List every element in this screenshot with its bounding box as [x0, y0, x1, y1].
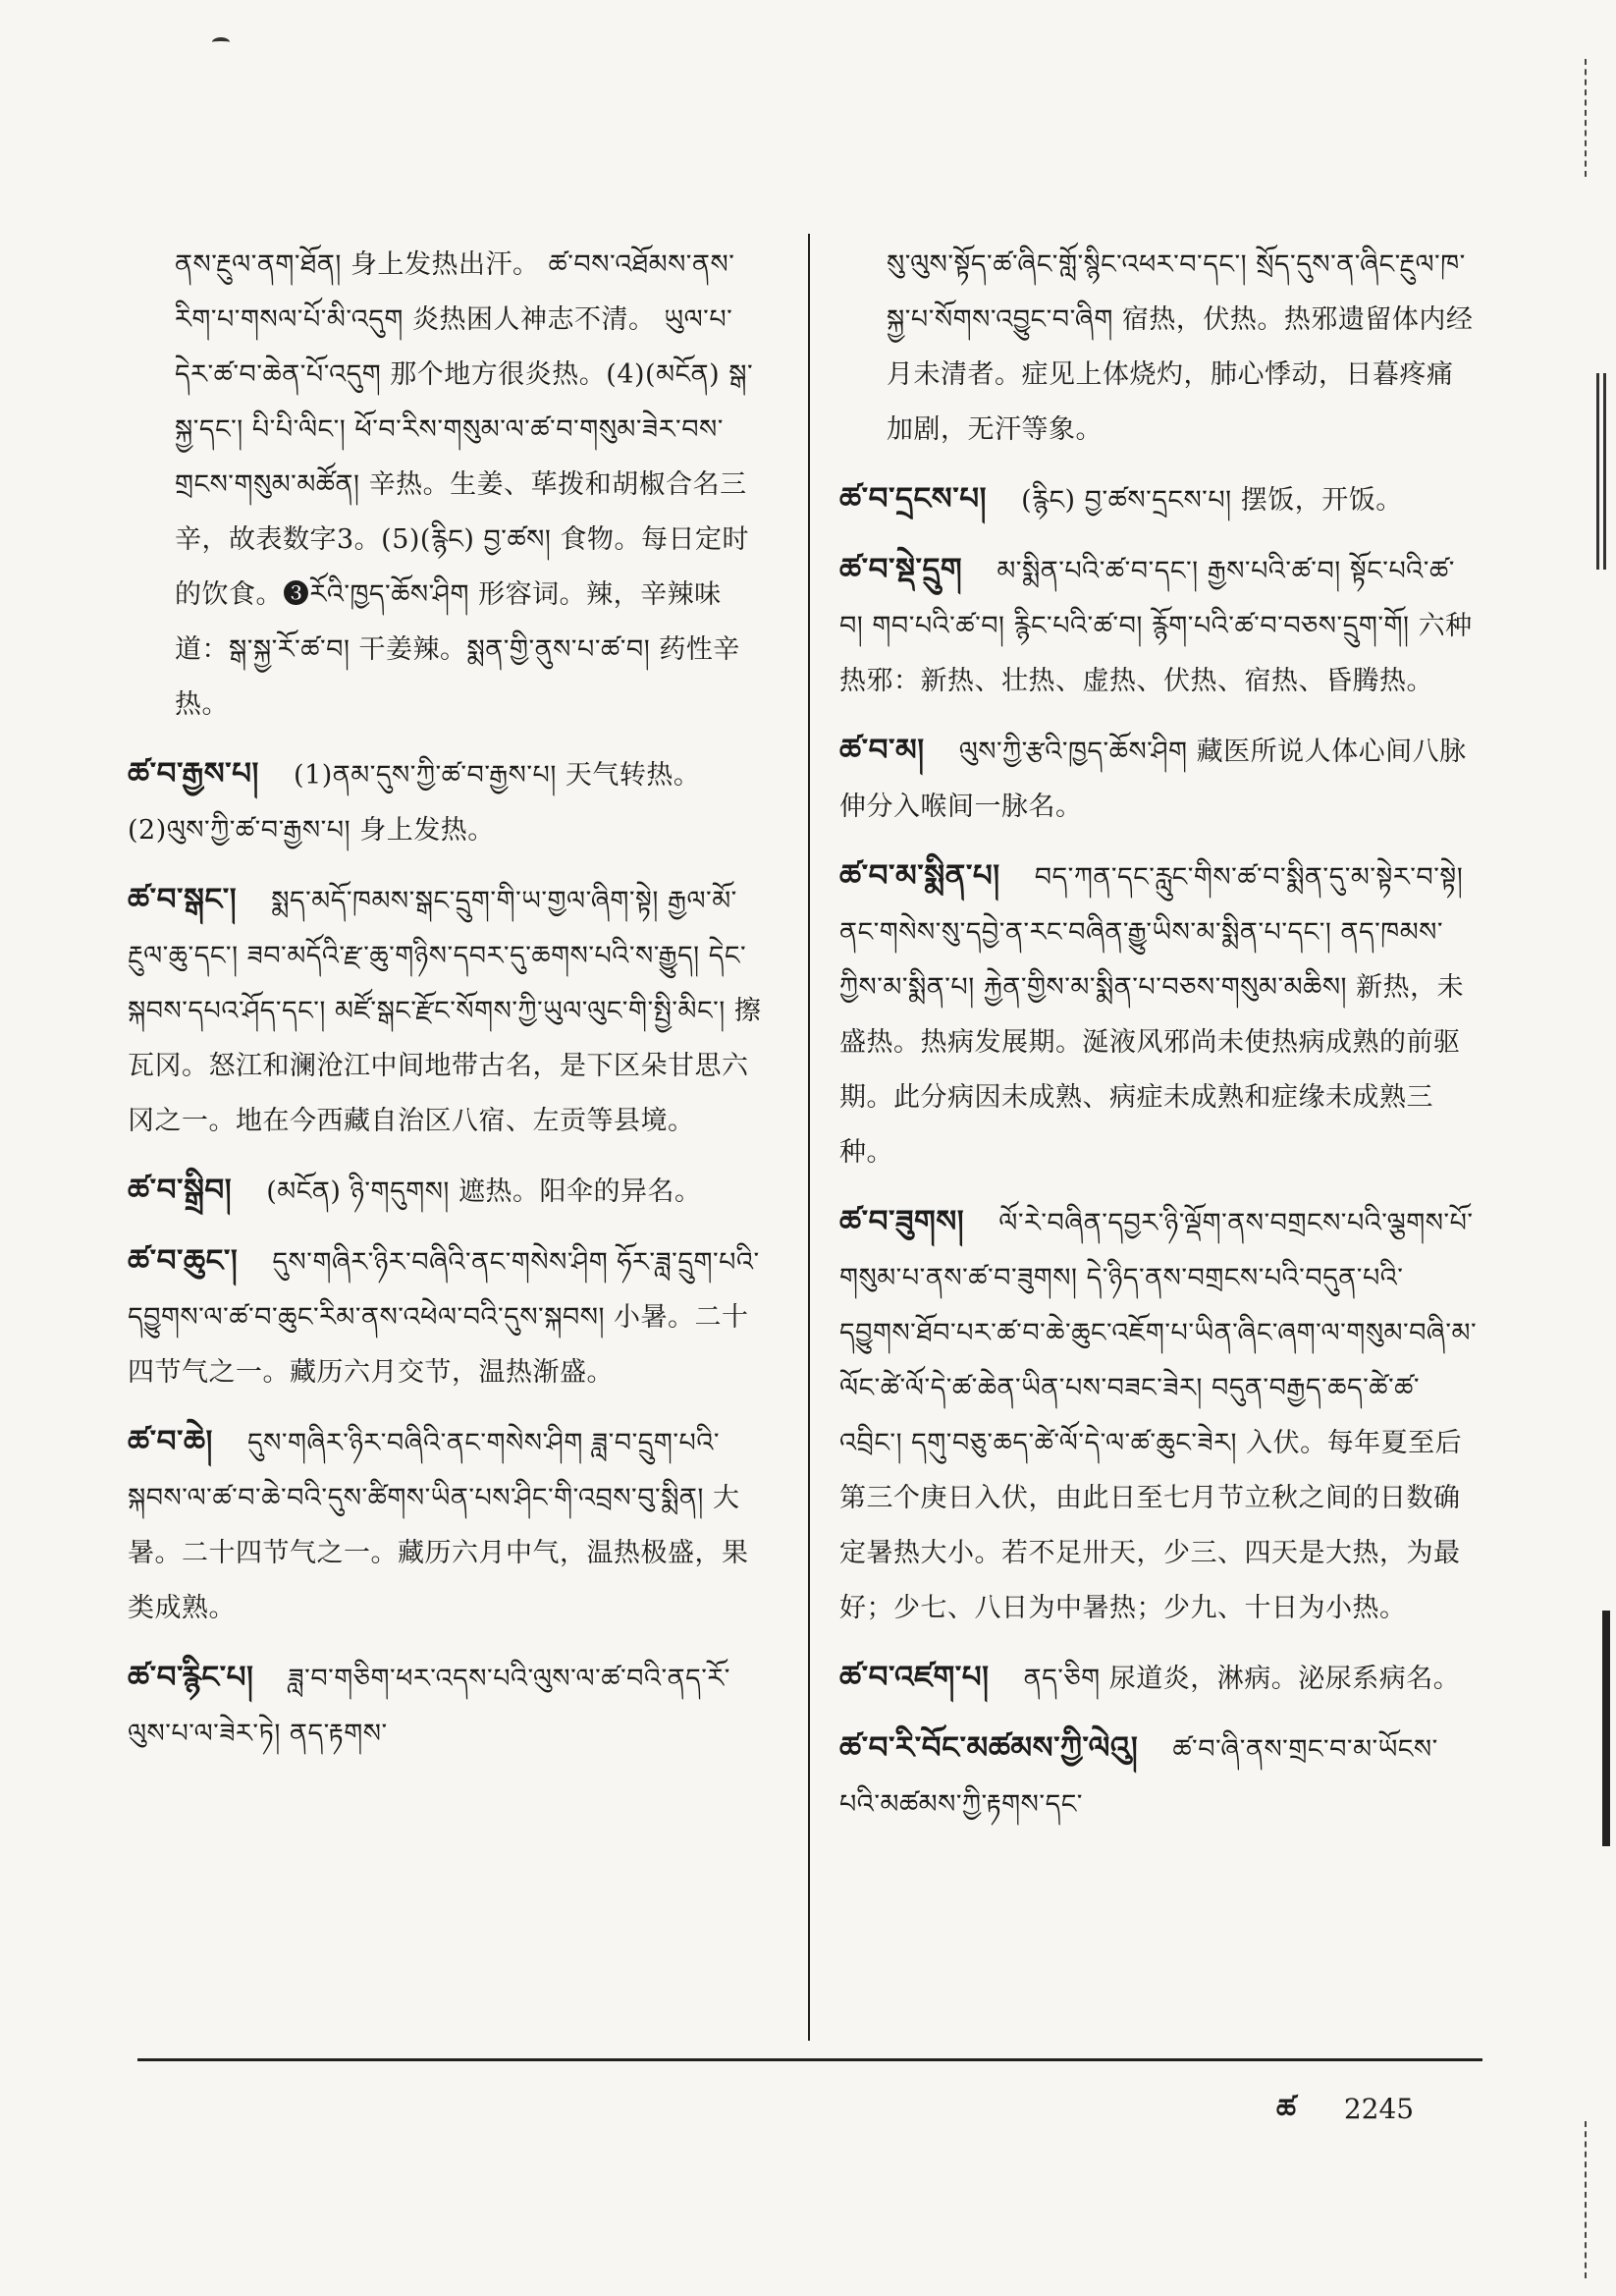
entry [839, 848, 1478, 1180]
entry-definition: དུས་གཞིར་ཉིར་བཞིའི་ནང་གསེས་ཤིག ཧོར་ཟླ་དྲུག་པའི་དབྱུགས་ལ་ཚ་བ་ཆུང་རིམ་ནས་འཕེལ་བའི་དུས་སྐབས། 小暑。二十四节气之一。藏历六月交节，温热渐盛。 [128, 1247, 760, 1388]
entry [839, 1650, 1478, 1707]
section-letter: ཚ [1276, 2093, 1296, 2125]
scan-edge-mark [1585, 59, 1616, 177]
entry-headword: ཚ་བ་འཛག་པ། [839, 1660, 990, 1695]
entry [128, 238, 766, 733]
entry-headword: ཚ་བ་སྒྲིབ། [128, 1173, 233, 1208]
entry-headword: ཚ་བ་མ་སྨིན་པ། [839, 858, 1000, 894]
entry-definition: (རྙིང) བྱ་ཚས་དྲངས་པ། 摆饭，开饭。 [1021, 485, 1403, 516]
entry-definition: བད་ཀན་དང་རླུང་གིས་ཚ་བ་སྨིན་དུ་མ་སྟེར་བ་སྟེ། ནང་གསེས་སུ་དབྱེ་ན་རང་བཞིན་རྒྱུ་ཡིས་མ་སྨིན་པ་དང་། ནད་ཁམས་ཀྱིས་མ་སྨིན་པ། རྐྱེན་གྱིས་མ་སྨིན་པ་བཅས་གསུམ་མཆིས། 新热，未盛热。热病发展期。涎液风邪尚未使热病成熟的前驱期。此分病因未成熟、病症未成熟和症缘未成熟三种。 [839, 862, 1465, 1168]
entry-headword: ཚ་བ་རྒྱས་པ། [128, 756, 259, 792]
entry-headword: ཚ་བ་ཆུང་། [128, 1243, 239, 1279]
left-column [128, 238, 766, 1776]
entry-definition: (མངོན) ཉི་གདུགས། 遮热。阳伞的异名。 [266, 1176, 702, 1207]
footer-rule [137, 2058, 1482, 2061]
scan-edge-mark [1596, 373, 1612, 570]
entry [128, 1163, 766, 1220]
right-column [839, 238, 1478, 1846]
entry-headword: ཚ་བ་ཟུགས། [839, 1204, 965, 1239]
entry-headword: ཚ་བ་རྙིང་པ། [128, 1660, 254, 1695]
entry-definition: དུས་གཞིར་ཉིར་བཞིའི་ནང་གསེས་ཤིག ཟླ་བ་དྲུག་པའི་སྐབས་ལ་ཚ་བ་ཆེ་བའི་དུས་ཚིགས་ཡིན་པས་ཤིང་གི་འབྲས་བུ་སྨིན། 大暑。二十四节气之一。藏历六月中气，温热极盛，果类成熟。 [128, 1428, 749, 1623]
entry [128, 872, 766, 1149]
scan-edge-mark [1585, 2121, 1616, 2278]
entry [128, 1414, 766, 1636]
entry-headword: ཚ་བ་རི་བོང་མཚམས་ཀྱི་ལེའུ། [839, 1730, 1139, 1766]
entry [128, 1233, 766, 1400]
entry-definition: ཚ་བ་ཞི་ནས་གྲང་བ་མ་ཡོངས་པའི་མཚམས་ཀྱི་རྟགས་དང་ [839, 1734, 1438, 1820]
entry [839, 723, 1478, 835]
entry [839, 1721, 1478, 1832]
entry [128, 1650, 766, 1762]
entry [839, 1194, 1478, 1636]
page-number: 2245 [1343, 2093, 1415, 2125]
scan-edge-mark [1602, 1611, 1614, 1846]
entry-definition: (1)ནམ་དུས་ཀྱི་ཚ་བ་རྒྱས་པ། 天气转热。(2)ལུས་ཀྱི་ཚ་བ་རྒྱས་པ། 身上发热。 [128, 760, 701, 846]
entry-headword: ཚ་བ་དྲངས་པ། [839, 481, 987, 517]
entry-definition: ལུས་ཀྱི་རྩའི་ཁྱད་ཆོས་ཤིག 藏医所说人体心间八脉伸分入喉间一脉名。 [839, 737, 1467, 822]
entry-definition: ནས་རྔུལ་ནག་ཐོན། 身上发热出汗。 ཚ་བས་འཐོམས་ནས་རིག་པ་གསལ་པོ་མི་འདུག 炎热困人神志不清。 ཡུལ་པ་དེར་ཚ་བ་ཆེན་པོ་འདུག 那个地方很炎热。(4)(མངོན) སྒ་སྐྱ་དང་། པི་པི་ལིང་། ཕོ་བ་རིས་གསུམ་ལ་ཚ་བ་གསུམ་ཟེར་བས་གྲངས་གསུམ་མཚོན། 辛热。生姜、荜拨和胡椒合名三辛，故表数字3。(5)(རྙིང) བྱ་ཚས། 食物。每日定时的饮食。❸རོའི་ཁྱད་ཆོས་ཤིག 形容词。辣，辛辣味道：སྒ་སྐྱ་རོ་ཚ་བ། 干姜辣。སྨན་གྱི་ནུས་པ་ཚ་བ། 药性辛热。 [175, 249, 754, 720]
entry [839, 542, 1478, 709]
entry-definition: སུ་ལུས་སྟོད་ཚ་ཞིང་གློ་སྙིང་འཕར་བ་དང་། སྲོད་དུས་ན་ཞིང་རྔུལ་ཁ་སྐྱ་པ་སོགས་འབྱུང་བ་ཞིག 宿热，伏热。热邪遗留体内经月未清者。症见上体烧灼，肺心悸动，日暮疼痛加剧，无汗等象。 [887, 249, 1474, 445]
entry-definition: མ་སྨིན་པའི་ཚ་བ་དང་། རྒྱས་པའི་ཚ་བ། སྟོང་པའི་ཚ་བ། གབ་པའི་ཚ་བ། རྙིང་པའི་ཚ་བ། རྙོག་པའི་ཚ་བ་བཅས་དྲུག་གོ། 六种热邪：新热、壮热、虚热、伏热、宿热、昏腾热。 [839, 556, 1473, 696]
entry-definition: སྨད་མདོ་ཁམས་སྒང་དྲུག་གི་ཡ་གྱལ་ཞིག་སྟེ། རྒྱལ་མོ་རྔུལ་ཆུ་དང་། ཟབ་མདོའི་རྫ་ཆུ་གཉིས་དབར་དུ་ཆགས་པའི་ས་རྒྱུད། དེང་སྐབས་དཔའ་ཤོད་དང་། མཛོ་སྒང་རྫོང་སོགས་ཀྱི་ཡུལ་ལུང་གི་སྤྱི་མིང་། 擦瓦冈。怒江和澜沧江中间地带古名，是下区朵甘思六冈之一。地在今西藏自治区八宿、左贡等县境。 [128, 886, 762, 1136]
print-mark [212, 37, 230, 47]
entry-definition: ཟླ་བ་གཅིག་ཕར་འདས་པའི་ལུས་ལ་ཚ་བའི་ནད་རོ་ལུས་པ་ལ་ཟེར་ཏེ། ནད་རྟགས་ [128, 1664, 730, 1749]
entry-headword: ཚ་བ་ཆེ། [128, 1424, 213, 1459]
entry [839, 471, 1478, 528]
entry-headword: ཚ་བ་སྡེ་དྲུག [839, 552, 963, 587]
entry [839, 238, 1478, 458]
page-footer [1276, 2078, 1414, 2156]
entry-headword: ཚ་བ་མ། [839, 733, 925, 768]
entry-definition: ནད་ཅིག 尿道炎，淋病。泌尿系病名。 [1023, 1664, 1461, 1694]
entry-headword: ཚ་བ་སྒང་། [128, 882, 238, 917]
entry-definition: ལོ་རེ་བཞིན་དབྱར་ཉི་ལྡོག་ནས་བགྲངས་པའི་ལྕགས་པོ་གསུམ་པ་ནས་ཚ་བ་ཟུགས། དེ་ཉིད་ནས་བགྲངས་པའི་བདུན་པའི་དབྱུགས་ཐོབ་པར་ཚ་བ་ཆེ་ཆུང་འཇོག་པ་ཡིན་ཞིང་ཞག་ལ་གསུམ་བཞི་མ་ལོང་ཚེ་ལོ་དེ་ཚ་ཆེན་ཡིན་པས་བཟང་ཟེར། བདུན་བརྒྱད་ཆད་ཚེ་ཚ་འབྲིང་། དགུ་བཅུ་ཆད་ཚེ་ལོ་དེ་ལ་ཚ་ཆུང་ཟེར། 入伏。每年夏至后第三个庚日入伏，由此日至七月节立秋之间的日数确定暑热大小。若不足卅天，少三、四天是大热，为最好；少七、八日为中暑热；少九、十日为小热。 [839, 1208, 1478, 1623]
column-divider [808, 234, 810, 2041]
entry [128, 746, 766, 858]
